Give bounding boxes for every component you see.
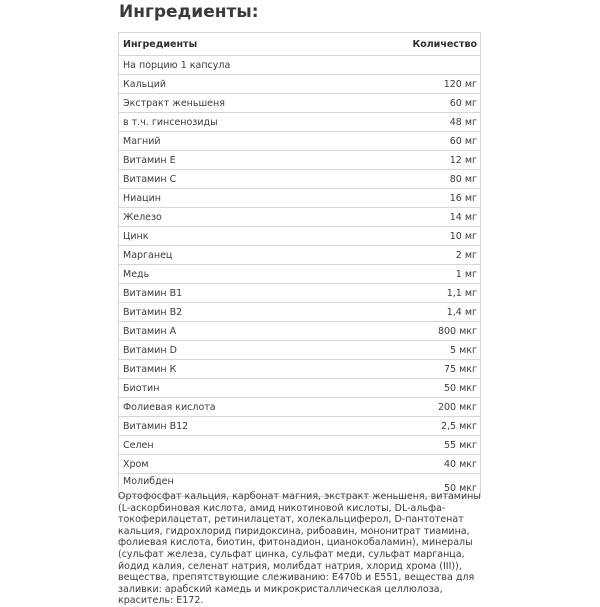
table-row [119,436,481,455]
ingredient-name: Биотин [119,379,381,398]
table-row [119,284,481,303]
ingredient-name: Витамин С [119,170,381,189]
ingredient-quantity: 2,5 мкг [381,417,481,436]
table-row [119,75,481,94]
table-row [119,417,481,436]
table-row [119,170,481,189]
table-row [119,303,481,322]
ingredient-quantity: 50 мкг [381,379,481,398]
ingredient-name: Молибден [119,474,381,497]
ingredient-quantity: 80 мг [381,170,481,189]
ingredient-quantity: 1,1 мг [381,284,481,303]
ingredient-quantity: 5 мкг [381,341,481,360]
composition-text: Ортофосфат кальция, карбонат магния, экстракт женьшеня, витамины (L-аскорбиновая кислота, амид никотиновой кислоты, DL-альфа-токоферилацетат, ретинилацетат, холекальциферол, D-пантотенат кальция, гидрохлорид пиридоксина, рибоавин, мононитрат тиамина, фолиевая кислота, биотин, фитонадион, цианокобаламин), минералы (сульфат железа, сульфат цинка, сульфат меди, сульфат марганца, йодид калия, селенат натрия, молибдат натрия, хлорид хрома (III)), вещества, препятствующие слеживанию: E470b и E551, вещества для заливки: арабский камедь и микрокристаллическая целлюлоза, краситель: E172. [118,491,481,607]
ingredient-name: Витамин В12 [119,417,381,436]
ingredient-quantity: 1,4 мг [381,303,481,322]
ingredient-quantity: 50 мкг [381,474,481,497]
ingredient-quantity [381,56,481,75]
table-row [119,208,481,227]
ingredient-name: Фолиевая кислота [119,398,381,417]
ingredient-quantity: 200 мкг [381,398,481,417]
ingredients-table [118,32,481,497]
ingredient-quantity: 2 мг [381,246,481,265]
ingredient-name: Селен [119,436,381,455]
ingredient-quantity: 60 мг [381,94,481,113]
page-title: Ингредиенты: [119,2,259,22]
table-row [119,398,481,417]
table-row [119,265,481,284]
ingredient-quantity: 10 мг [381,227,481,246]
ingredient-quantity: 16 мг [381,189,481,208]
table-row [119,322,481,341]
table-body [119,56,481,497]
ingredient-name: Медь [119,265,381,284]
ingredient-quantity: 14 мг [381,208,481,227]
table-row [119,113,481,132]
ingredient-quantity: 75 мкг [381,360,481,379]
ingredient-name: Магний [119,132,381,151]
ingredient-name: в т.ч. гинсенозиды [119,113,381,132]
ingredient-quantity: 1 мг [381,265,481,284]
ingredient-name: Цинк [119,227,381,246]
ingredient-name: На порцию 1 капсула [119,56,381,75]
table-row [119,227,481,246]
table-row [119,151,481,170]
table-row [119,56,481,75]
ingredient-quantity: 40 мкг [381,455,481,474]
column-header-ingredients: Ингредиенты [119,33,381,56]
ingredient-name: Витамин А [119,322,381,341]
ingredient-quantity: 60 мг [381,132,481,151]
table-row [119,379,481,398]
ingredient-quantity: 120 мг [381,75,481,94]
ingredient-quantity: 800 мкг [381,322,481,341]
table-row [119,360,481,379]
ingredient-name: Кальций [119,75,381,94]
table-row [119,189,481,208]
ingredient-quantity: 12 мг [381,151,481,170]
table-row [119,455,481,474]
ingredient-name: Железо [119,208,381,227]
column-header-quantity: Количество [381,33,481,56]
table-row [119,341,481,360]
ingredient-name: Ниацин [119,189,381,208]
ingredient-name: Экстракт женьшеня [119,94,381,113]
table-row [119,94,481,113]
table-header-row [119,33,481,56]
ingredient-name: Витамин Е [119,151,381,170]
ingredient-quantity: 48 мг [381,113,481,132]
ingredient-name: Витамин В1 [119,284,381,303]
ingredient-quantity: 55 мкг [381,436,481,455]
ingredient-name: Хром [119,455,381,474]
table-row [119,132,481,151]
ingredient-name: Витамин В2 [119,303,381,322]
table-row [119,246,481,265]
ingredient-name: Витамин К [119,360,381,379]
ingredient-name: Марганец [119,246,381,265]
ingredient-name: Витамин D [119,341,381,360]
